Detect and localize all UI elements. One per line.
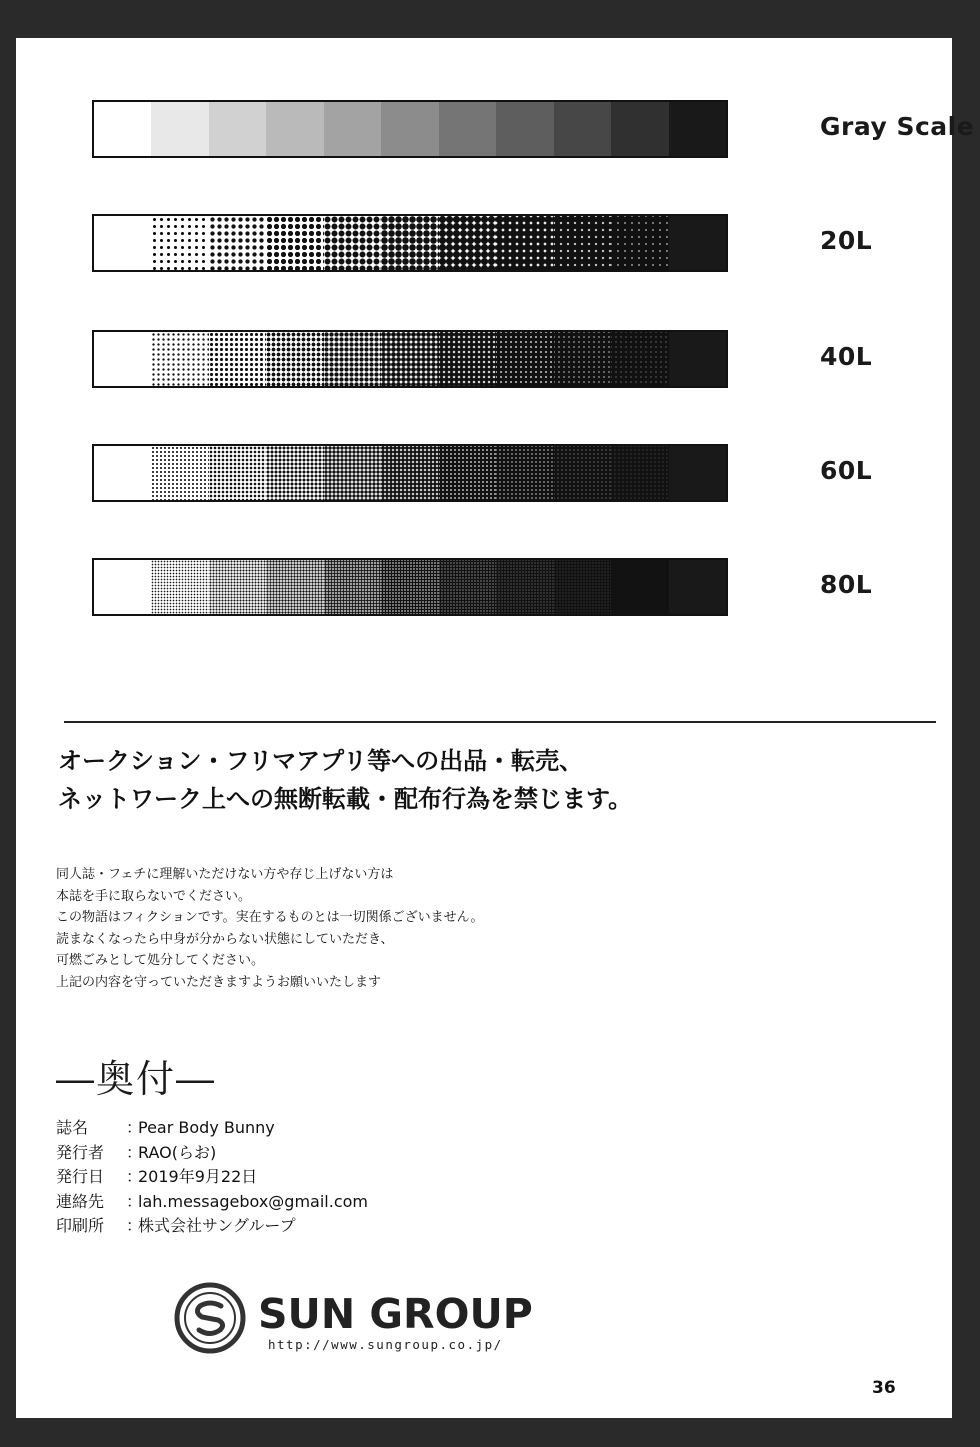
logo-name: SUN GROUP [258,1290,533,1338]
tone-swatch [439,102,496,156]
note-line: 上記の内容を守っていただきますようお願いいたします [56,974,382,990]
tone-swatch [611,332,668,386]
tone-swatch [94,216,151,270]
section-divider [64,721,936,723]
note-line: 本誌を手に取らないでください。 [56,888,252,904]
tone-swatch [496,102,553,156]
colophon-value: 株式会社サングループ [138,1216,296,1235]
tone-swatch [669,560,726,614]
colophon-row-date [56,1165,368,1190]
tone-swatch [94,332,151,386]
tone-swatch [669,216,726,270]
tone-swatch [94,560,151,614]
tone-swatch [439,332,496,386]
tone-swatch [151,560,208,614]
tone-bar-row [92,330,873,388]
tone-swatch [669,102,726,156]
tone-swatch [324,216,381,270]
tone-swatch [554,446,611,500]
tone-bar-label: 40L [820,342,873,371]
tone-swatch [554,102,611,156]
tone-bar [92,444,728,502]
note-line: 可燃ごみとして処分してください。 [56,953,265,968]
colophon-row-publisher [56,1141,368,1166]
page-sheet [16,38,975,1418]
tone-bar-label: 20L [820,226,873,255]
tone-bar-row [92,100,975,158]
tone-bar-row [92,444,873,502]
tone-swatch [209,102,266,156]
tone-bar [92,558,728,616]
tone-swatch [554,216,611,270]
tone-swatch [151,332,208,386]
colophon-key: 印刷所 [56,1216,105,1235]
logo-url: http://www.sungroup.co.jp/ [268,1337,503,1352]
sun-group-logo-icon [174,1282,246,1354]
tone-swatch [324,446,381,500]
tone-swatch [611,102,668,156]
tone-swatch [266,216,323,270]
tone-swatch [381,560,438,614]
warning-notice [58,742,632,818]
colophon-separator: ： [126,1167,143,1186]
tone-swatch [94,102,151,156]
tone-bar [92,330,728,388]
warning-line-2: ネットワーク上への無断転載・配布行為を禁じます。 [58,785,633,813]
tone-swatch [669,332,726,386]
tone-swatch [324,560,381,614]
tone-swatch [209,560,266,614]
colophon-row-title [56,1116,368,1141]
tone-swatch [209,332,266,386]
colophon-key: 発行者 [56,1142,105,1162]
note-line: この物語はフィクションです。実在するものとは一切関係ございません。 [56,910,484,925]
warning-line-1: オークション・フリマアプリ等への出品・転売、 [58,747,584,775]
tone-swatch [209,446,266,500]
colophon-row-printer [56,1214,368,1239]
tone-swatch [496,446,553,500]
tone-swatch [381,216,438,270]
tone-swatch [209,216,266,270]
tone-swatch [151,102,208,156]
tone-swatch [266,446,323,500]
tone-swatch [611,216,668,270]
tone-swatch [151,446,208,500]
tone-swatch [94,446,151,500]
tone-swatch [439,446,496,500]
tone-swatch [496,332,553,386]
colophon-info [56,1116,368,1239]
tone-bar-label: 60L [820,456,873,485]
colophon-value: 2019年9月22日 [138,1167,258,1186]
tone-swatch [554,332,611,386]
tone-swatch [439,216,496,270]
tone-swatch [381,446,438,500]
tone-swatch [266,560,323,614]
tone-swatch [439,560,496,614]
tone-bar-row [92,558,873,616]
tone-swatch [611,446,668,500]
colophon-separator: ： [126,1216,143,1235]
tone-bar-label: Gray Scale [820,112,975,141]
note-line: 同人誌・フェチに理解いただけない方や存じ上げない方は [56,867,394,882]
tone-swatch [669,446,726,500]
colophon-separator: ： [126,1142,143,1162]
tone-swatch [381,332,438,386]
tone-swatch [611,560,668,614]
tone-bar [92,214,728,272]
tone-bar-row [92,214,873,272]
tone-bar [92,100,728,158]
colophon-key: 発行日 [56,1167,105,1186]
note-line: 読まなくなったら中身が分からない状態にしていただき、 [56,931,394,947]
colophon-separator: ： [126,1118,143,1137]
colophon-row-contact [56,1190,368,1215]
colophon-value: Pear Body Bunny [138,1118,275,1137]
tone-swatch [266,332,323,386]
tone-swatch [496,216,553,270]
tone-bar-label: 80L [820,570,873,599]
colophon-value: lah.messagebox@gmail.com [138,1191,368,1211]
colophon-key: 誌名 [56,1118,89,1137]
tone-swatch [381,102,438,156]
colophon-separator: ： [126,1191,143,1211]
tone-swatch [324,332,381,386]
reader-notes [56,864,483,993]
sun-group-logo [174,1280,546,1360]
colophon-value: RAO(らお) [138,1142,217,1162]
colophon-title: ―奥付― [56,1057,217,1101]
tone-swatch [496,560,553,614]
tone-swatch [151,216,208,270]
colophon-key: 連絡先 [56,1191,105,1211]
tone-swatch [266,102,323,156]
tone-swatch [324,102,381,156]
tone-swatch [554,560,611,614]
page-number: 36 [872,1378,896,1398]
